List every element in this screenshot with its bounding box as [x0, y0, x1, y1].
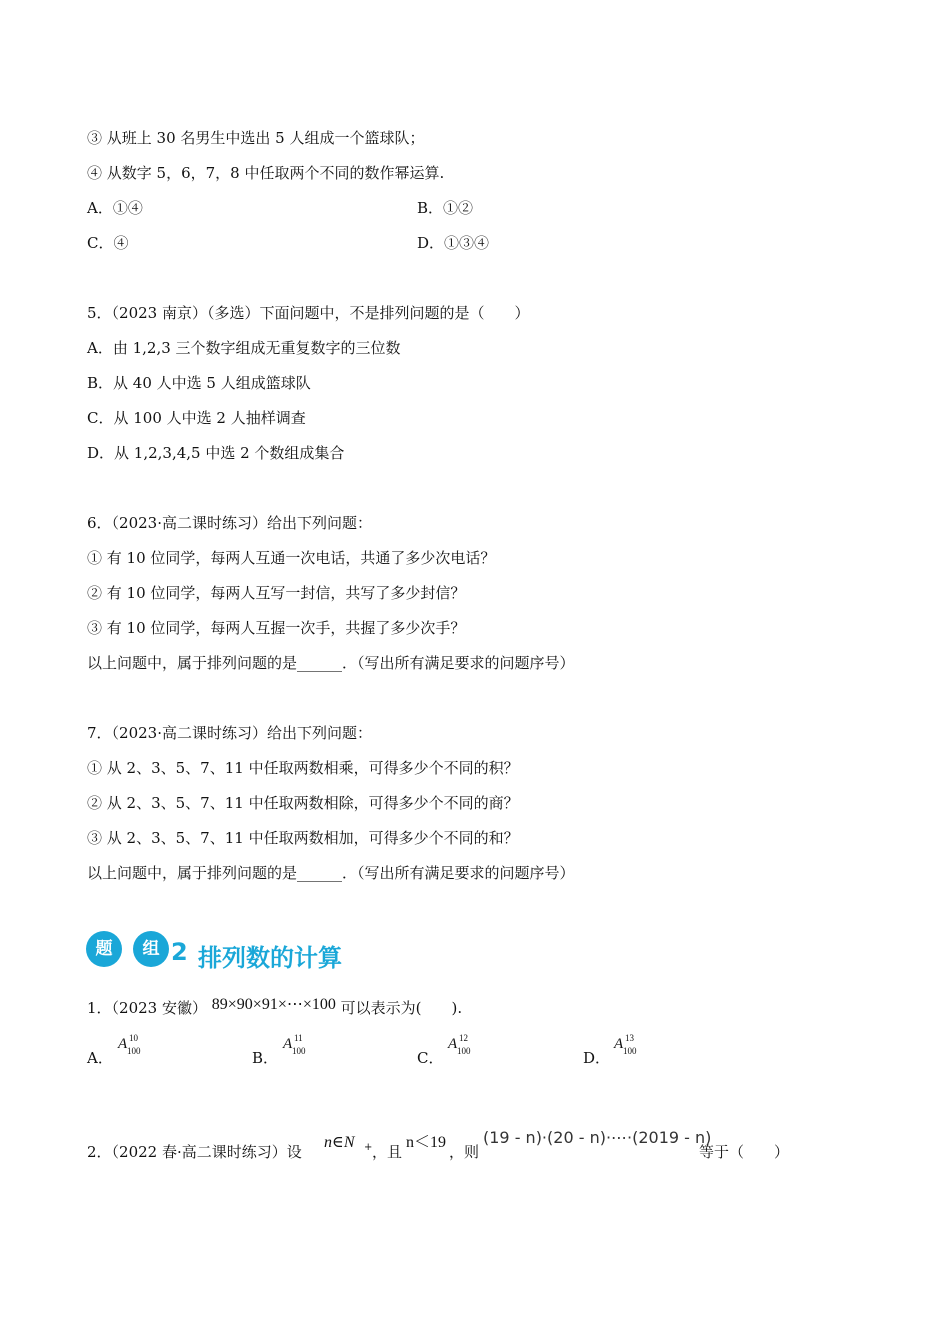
q4-item-4: ④ 从数字 5，6，7，8 中任取两个不同的数作幂运算.	[87, 164, 445, 182]
g2q1-option-a-sup: 10	[129, 1033, 138, 1043]
q7-item-1: ① 从 2、3、5、7、11 中任取两数相乘，可得多少个不同的积？	[87, 759, 519, 777]
g2q1-expression: 89×90×91×⋯×100	[211, 996, 336, 1013]
g2q2-condition-1-sub: +	[364, 1142, 373, 1153]
g2q1-option-a-symbol: A	[118, 1036, 128, 1052]
section-badge-ti: 题	[86, 931, 122, 967]
g2q2-suffix: 等于（ ）	[699, 1143, 790, 1161]
g2q2-expression: (19 - n)·(20 - n)·⋯·(2019 - n)	[483, 1128, 712, 1147]
g2q1-option-d-sup: 13	[625, 1033, 634, 1043]
g2q2-condition-2: n＜19	[406, 1134, 447, 1151]
g2q1-option-b-label: B．	[252, 1049, 279, 1067]
g2q1-suffix: 可以表示为( ).	[340, 999, 463, 1017]
q5-option-b: B．从 40 人中选 5 人组成篮球队	[87, 374, 311, 392]
g2q1-option-d-sub: 100	[623, 1046, 637, 1056]
q7-ask: 以上问题中，属于排列问题的是______．（写出所有满足要求的问题序号）	[87, 864, 575, 882]
q4-option-c: C．④	[87, 234, 129, 252]
q7-stem: 7．（2023·高二课时练习）给出下列问题：	[87, 724, 372, 742]
q7-item-3: ③ 从 2、3、5、7、11 中任取两数相加，可得多少个不同的和？	[87, 829, 519, 847]
g2q2-prefix: 2．（2022 春·高二课时练习）设	[87, 1143, 302, 1161]
q4-item-3: ③ 从班上 30 名男生中选出 5 人组成一个篮球队；	[87, 129, 425, 147]
g2q1-option-d-label: D．	[583, 1049, 611, 1067]
g2q2-condition-1: n∈N	[324, 1134, 355, 1151]
q4-option-b: B．①②	[417, 199, 474, 217]
q6-item-3: ③ 有 10 位同学，每两人互握一次手，共握了多少次手？	[87, 619, 466, 637]
g2q1-option-c-sub: 100	[457, 1046, 471, 1056]
q6-stem: 6．（2023·高二课时练习）给出下列问题：	[87, 514, 372, 532]
g2q1-option-c-sup: 12	[459, 1033, 468, 1043]
g2q1-option-b-sup: 11	[294, 1033, 303, 1043]
q4-option-a: A．①④	[87, 199, 143, 217]
g2q1-option-c-label: C．	[417, 1049, 444, 1067]
g2q2-mid-2: ，则	[449, 1143, 480, 1161]
section-number: 2	[171, 938, 188, 966]
g2q1-prefix: 1．（2023 安徽）	[87, 999, 207, 1017]
g2q1-option-b-sub: 100	[292, 1046, 306, 1056]
g2q1-option-a-label: A．	[87, 1049, 113, 1067]
g2q1-option-c-symbol: A	[448, 1036, 458, 1052]
q5-option-d: D．从 1,2,3,4,5 中选 2 个数组成集合	[87, 444, 345, 462]
section-badge-zu: 组	[133, 931, 169, 967]
g2q1-option-a-sub: 100	[127, 1046, 141, 1056]
q7-item-2: ② 从 2、3、5、7、11 中任取两数相除，可得多少个不同的商？	[87, 794, 519, 812]
q6-item-2: ② 有 10 位同学，每两人互写一封信，共写了多少封信？	[87, 584, 466, 602]
q5-option-a: A．由 1,2,3 三个数字组成无重复数字的三位数	[87, 339, 401, 357]
q6-item-1: ① 有 10 位同学，每两人互通一次电话，共通了多少次电话？	[87, 549, 496, 567]
g2q2-mid-1: ，且	[372, 1143, 403, 1161]
section-title: 排列数的计算	[198, 944, 342, 972]
q4-option-d: D．①③④	[417, 234, 490, 252]
q5-option-c: C．从 100 人中选 2 人抽样调查	[87, 409, 306, 427]
g2q1-option-b-symbol: A	[283, 1036, 293, 1052]
g2q1-stem	[87, 998, 462, 1019]
g2q1-option-d-symbol: A	[614, 1036, 624, 1052]
q5-stem: 5．（2023 南京）（多选）下面问题中，不是排列问题的是（ ）	[87, 304, 530, 322]
q6-ask: 以上问题中，属于排列问题的是______．（写出所有满足要求的问题序号）	[87, 654, 575, 672]
